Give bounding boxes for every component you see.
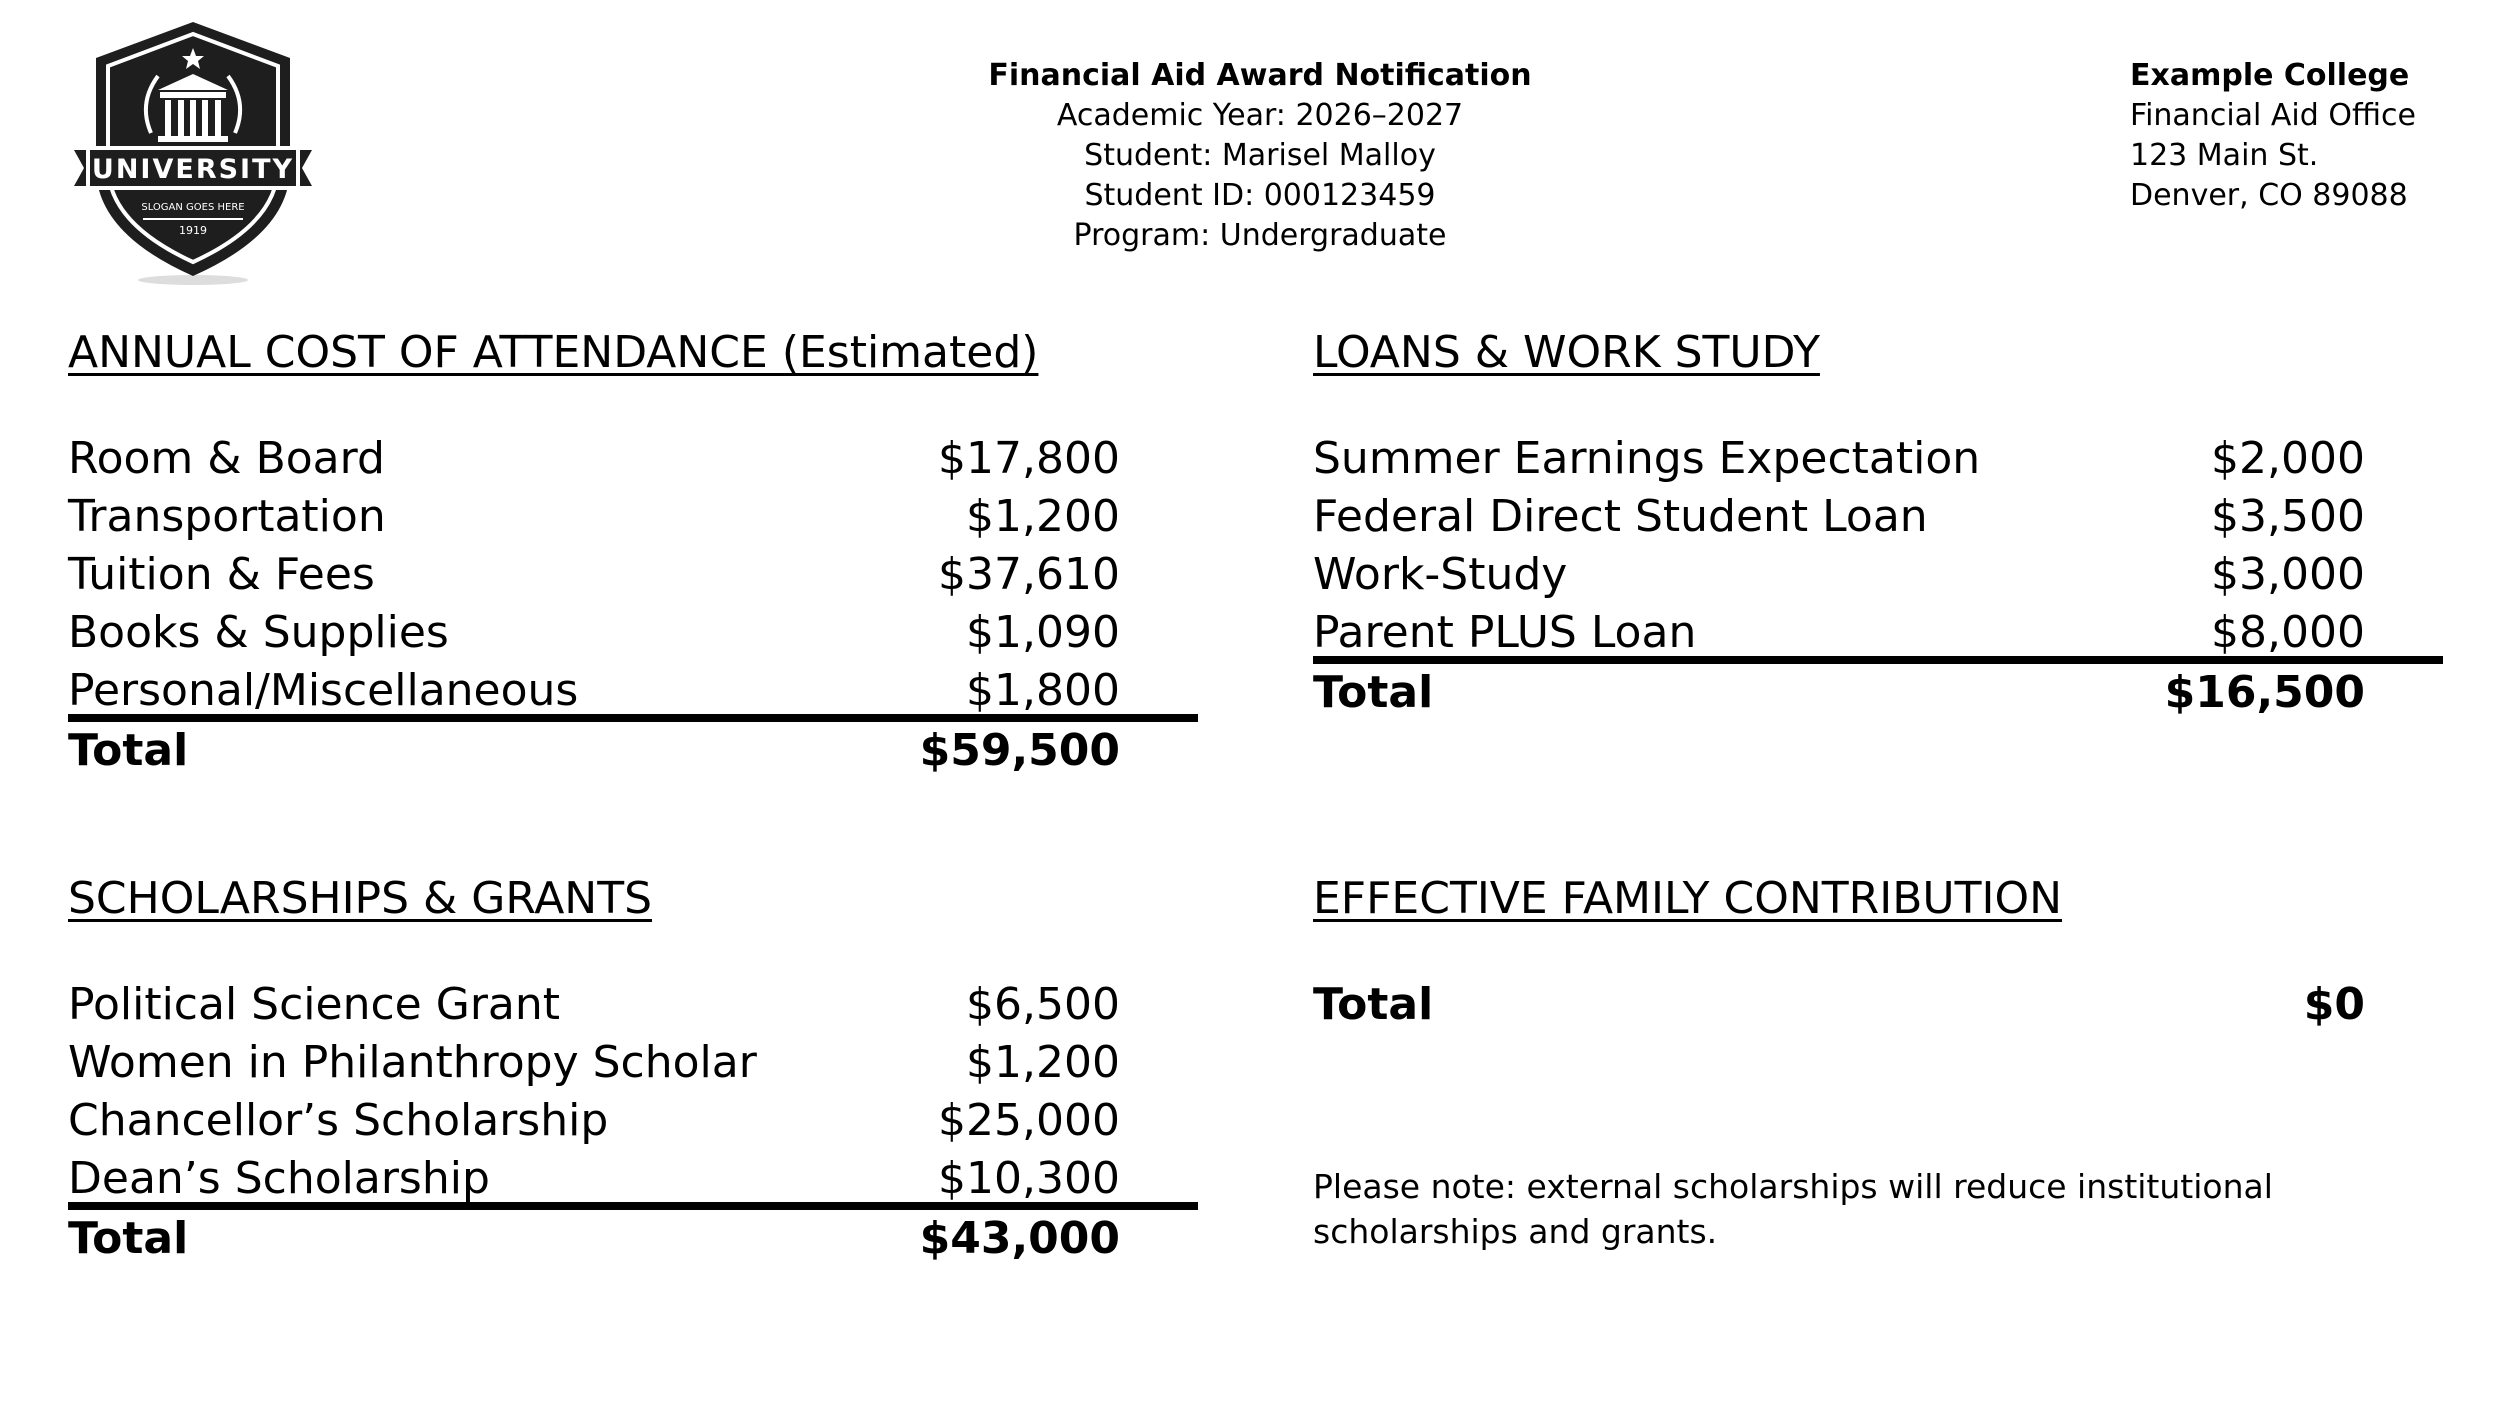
loan-label: Federal Direct Student Loan <box>1313 491 1928 542</box>
cost-value: $1,090 <box>966 607 1120 658</box>
loans-title: LOANS & WORK STUDY <box>1313 327 1820 378</box>
student-id: Student ID: 000123459 <box>1084 178 1436 213</box>
cost-label: Transportation <box>68 491 386 542</box>
efc-total-value: $0 <box>2303 979 2365 1030</box>
cost-row <box>68 604 1198 662</box>
cost-total-value: $59,500 <box>919 725 1120 776</box>
efc-total-label: Total <box>1313 979 1434 1030</box>
loan-label: Summer Earnings Expectation <box>1313 433 1981 484</box>
scholarship-row <box>68 1150 1198 1208</box>
scholarships-total-value: $43,000 <box>919 1213 1120 1264</box>
efc-title: EFFECTIVE FAMILY CONTRIBUTION <box>1313 873 2063 924</box>
scholarship-label: Political Science Grant <box>68 979 561 1030</box>
loans-section <box>1313 326 2443 722</box>
logo-year: 1919 <box>179 224 207 237</box>
notice-title: Financial Aid Award Notification <box>988 58 1532 93</box>
cost-label: Books & Supplies <box>68 607 449 658</box>
cost-row <box>68 488 1198 546</box>
scholarship-row <box>68 976 1198 1034</box>
college-address <box>2130 56 2416 216</box>
cost-label: Tuition & Fees <box>68 549 375 600</box>
scholarship-label: Dean’s Scholarship <box>68 1153 490 1204</box>
college-name: Example College <box>2130 58 2410 93</box>
cost-total-row <box>68 722 1198 780</box>
cost-label: Personal/Miscellaneous <box>68 665 579 716</box>
logo-text: UNIVERSITY <box>91 154 295 185</box>
efc-section <box>1313 872 2443 1034</box>
loan-row <box>1313 430 2443 488</box>
scholarship-value: $1,200 <box>966 1037 1120 1088</box>
loan-row <box>1313 604 2443 662</box>
cost-title: ANNUAL COST OF ATTENDANCE (Estimated) <box>68 327 1039 378</box>
loan-row <box>1313 546 2443 604</box>
college-city: Denver, CO 89088 <box>2130 178 2408 213</box>
cost-value: $37,610 <box>938 549 1120 600</box>
university-logo <box>68 18 318 288</box>
loan-label: Work-Study <box>1313 549 1568 600</box>
efc-total-row <box>1313 976 2443 1034</box>
loan-value: $3,500 <box>2211 491 2365 542</box>
scholarship-value: $10,300 <box>938 1153 1120 1204</box>
college-street: 123 Main St. <box>2130 138 2319 173</box>
cost-label: Room & Board <box>68 433 385 484</box>
cost-total-label: Total <box>68 725 189 776</box>
scholarship-label: Women in Philanthropy Scholar <box>68 1037 757 1088</box>
cost-row <box>68 546 1198 604</box>
cost-value: $1,800 <box>966 665 1120 716</box>
loans-total-row <box>1313 664 2443 722</box>
scholarship-row <box>68 1034 1198 1092</box>
cost-section <box>68 326 1198 780</box>
student-name: Student: Marisel Malloy <box>1084 138 1436 173</box>
college-office: Financial Aid Office <box>2130 98 2416 133</box>
loan-value: $2,000 <box>2211 433 2365 484</box>
scholarship-row <box>68 1092 1198 1150</box>
scholarship-label: Chancellor’s Scholarship <box>68 1095 609 1146</box>
cost-value: $1,200 <box>966 491 1120 542</box>
cost-value: $17,800 <box>938 433 1120 484</box>
scholarship-value: $6,500 <box>966 979 1120 1030</box>
notice-header <box>860 56 1660 256</box>
scholarship-note: Please note: external scholarships will reduce institutional scholarships and grants. <box>1313 1167 2273 1251</box>
scholarships-section <box>68 872 1198 1268</box>
loans-total-label: Total <box>1313 667 1434 718</box>
scholarship-value: $25,000 <box>938 1095 1120 1146</box>
program: Program: Undergraduate <box>1073 218 1447 253</box>
scholarships-total-row <box>68 1210 1198 1268</box>
logo-slogan: SLOGAN GOES HERE <box>141 202 245 213</box>
cost-row <box>68 430 1198 488</box>
academic-year: Academic Year: 2026–2027 <box>1056 98 1464 133</box>
loans-total-value: $16,500 <box>2164 667 2365 718</box>
cost-row <box>68 662 1198 720</box>
loan-label: Parent PLUS Loan <box>1313 607 1697 658</box>
loan-value: $3,000 <box>2211 549 2365 600</box>
loan-row <box>1313 488 2443 546</box>
scholarships-title: SCHOLARSHIPS & GRANTS <box>68 873 653 924</box>
loan-value: $8,000 <box>2211 607 2365 658</box>
scholarships-total-label: Total <box>68 1213 189 1264</box>
